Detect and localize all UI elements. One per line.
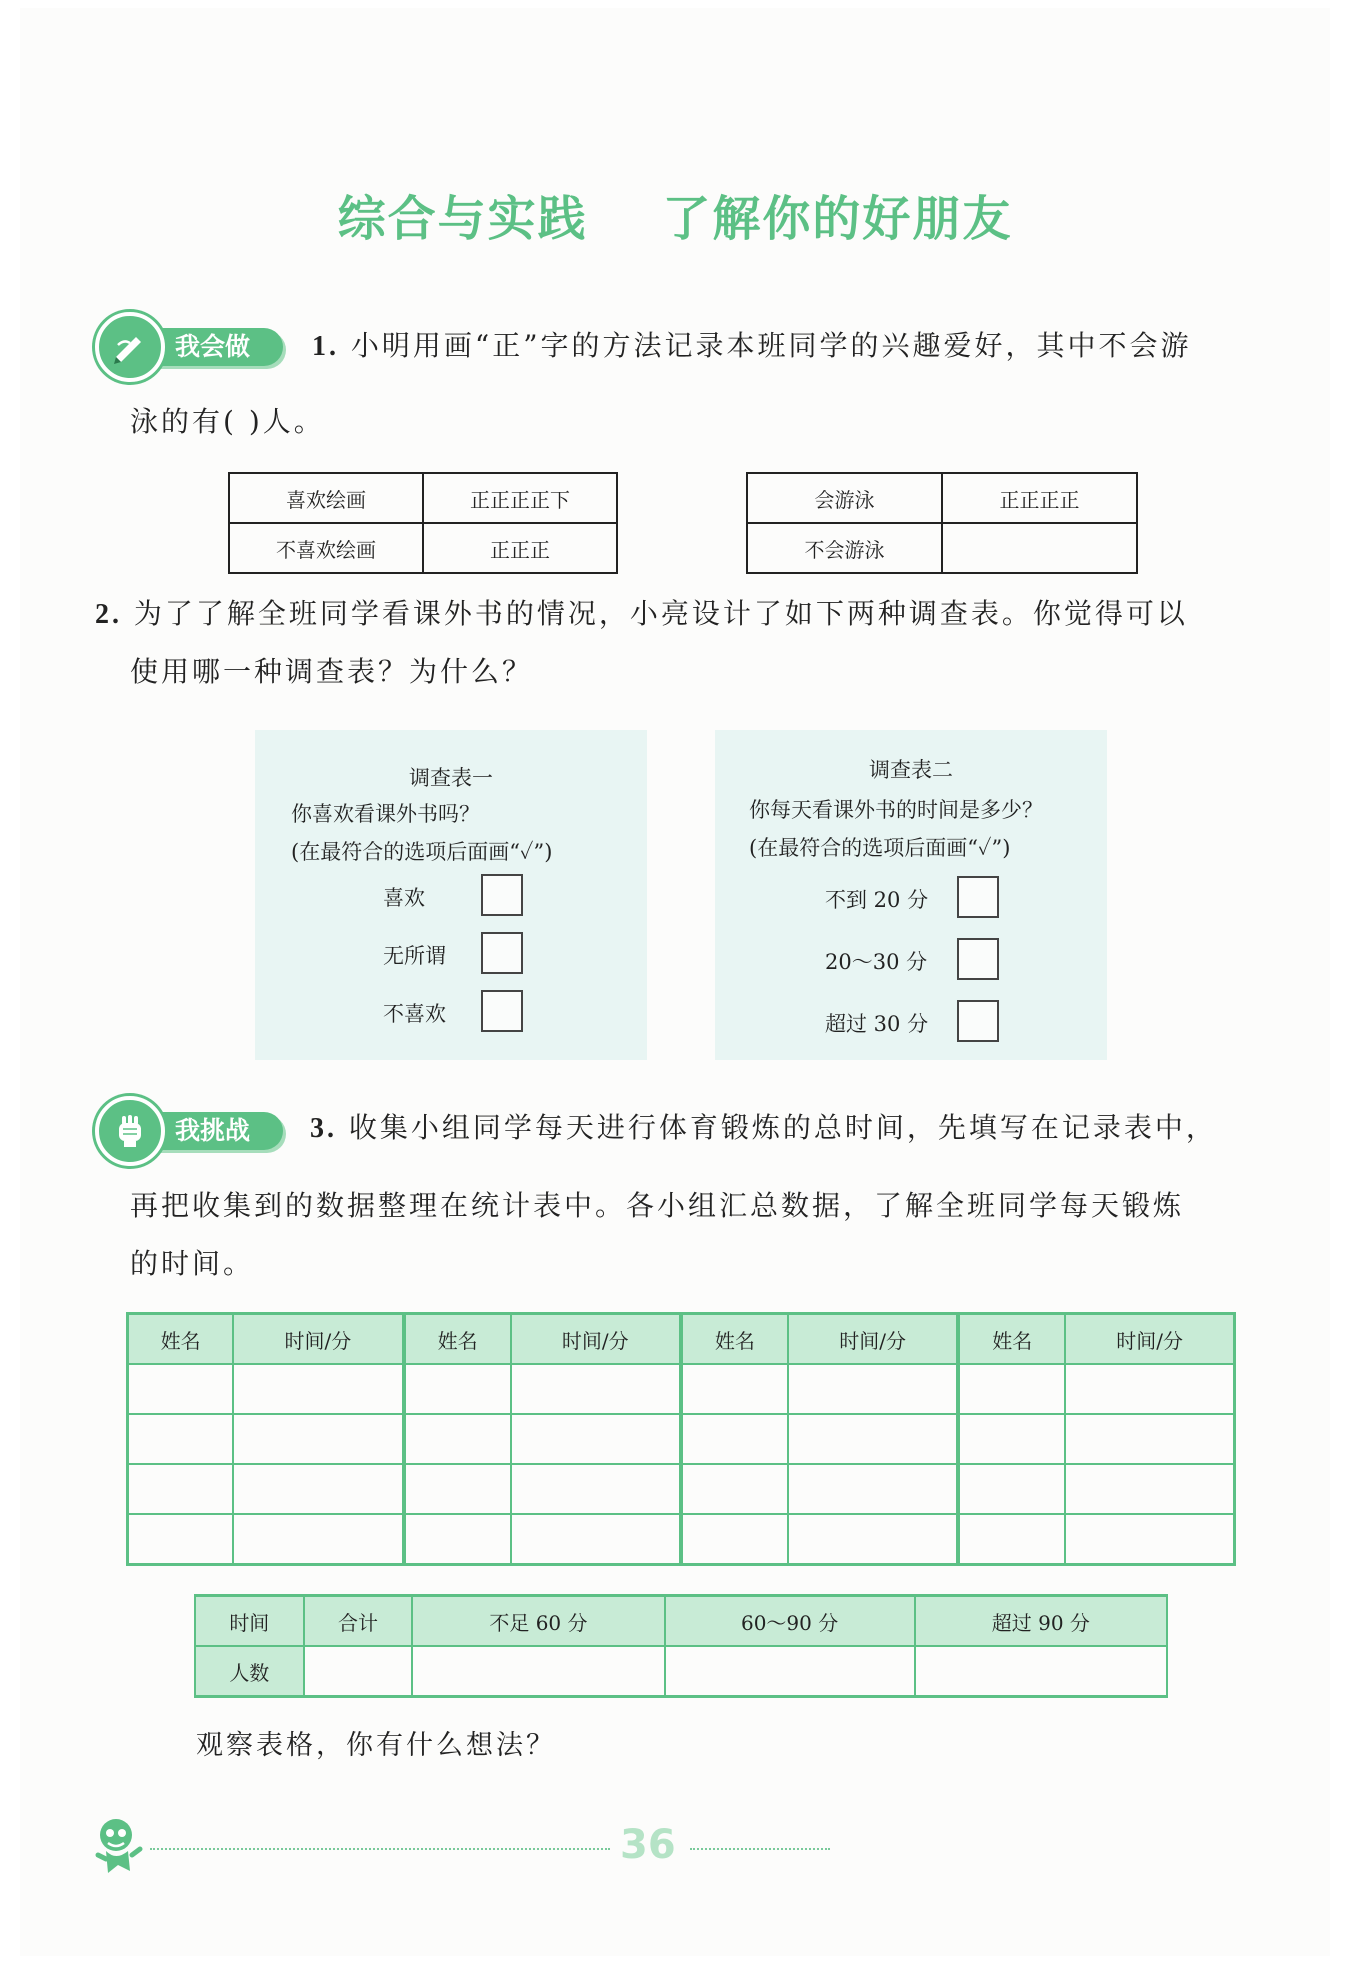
q3-followup: 观察表格，你有什么想法？ [196, 1730, 556, 1761]
q1-line1 [312, 329, 1192, 362]
fist-icon [95, 1096, 165, 1166]
answer-cell[interactable] [1065, 1364, 1234, 1414]
q1-line2: 泳的有( )人。 [130, 405, 325, 438]
q2-line1 [95, 597, 1188, 630]
mascot-icon [88, 1815, 148, 1889]
survey1-instruction: (在最符合的选项后面画“✓”) [291, 840, 553, 864]
answer-cell[interactable] [404, 1414, 511, 1464]
answer-cell[interactable] [958, 1464, 1065, 1514]
survey1-option: 无所谓 [383, 944, 446, 968]
answer-cell[interactable] [1065, 1514, 1234, 1565]
table-cell: 正正正正下 [423, 473, 617, 523]
table-cell: 正正正正 [942, 473, 1137, 523]
row-header: 人数 [195, 1646, 304, 1697]
answer-cell[interactable] [788, 1364, 958, 1414]
checkbox[interactable] [957, 1000, 999, 1042]
q2-text: 为了了解全班同学看课外书的情况，小亮设计了如下两种调查表。你觉得可以 [133, 597, 1188, 630]
column-header: 时间/分 [233, 1314, 403, 1365]
answer-cell[interactable] [304, 1646, 413, 1697]
column-header: 60～90 分 [665, 1596, 915, 1647]
column-header: 姓名 [128, 1314, 234, 1365]
summary-table [194, 1594, 1168, 1698]
survey2-instruction: (在最符合的选项后面画“✓”) [749, 836, 1011, 860]
survey-card-1 [255, 730, 647, 1060]
checkbox[interactable] [481, 874, 523, 916]
answer-cell[interactable] [788, 1414, 958, 1464]
q3-line1 [310, 1111, 1217, 1144]
answer-cell[interactable] [788, 1464, 958, 1514]
answer-cell[interactable] [128, 1514, 234, 1565]
table-header-row [128, 1314, 1235, 1365]
q1-table-drawing [228, 472, 618, 574]
table-row [195, 1646, 1167, 1697]
column-header: 超过 90 分 [915, 1596, 1167, 1647]
survey1-option: 喜欢 [383, 886, 425, 910]
column-header: 合计 [304, 1596, 413, 1647]
answer-cell[interactable] [681, 1364, 788, 1414]
answer-cell[interactable] [511, 1364, 681, 1414]
answer-cell[interactable] [788, 1514, 958, 1565]
survey2-option: 20～30 分 [825, 950, 928, 974]
answer-cell[interactable] [958, 1514, 1065, 1565]
footer-divider [150, 1848, 610, 1850]
q3-line2: 再把收集到的数据整理在统计表中。各小组汇总数据，了解全班同学每天锻炼 [130, 1189, 1185, 1222]
answer-cell[interactable] [128, 1364, 234, 1414]
survey-card-2 [715, 730, 1107, 1060]
column-header: 姓名 [681, 1314, 788, 1365]
can-do-badge [95, 318, 285, 370]
q3-text: 收集小组同学每天进行体育锻炼的总时间，先填写在记录表中， [348, 1111, 1217, 1144]
table-row [128, 1364, 1235, 1414]
footer-divider [690, 1848, 830, 1850]
column-header: 姓名 [404, 1314, 511, 1365]
column-header: 时间 [195, 1596, 304, 1647]
survey1-question: 你喜欢看课外书吗？ [291, 802, 480, 826]
table-cell: 正正正 [423, 523, 617, 573]
q2-line2: 使用哪一种调查表？为什么？ [130, 655, 534, 688]
answer-cell[interactable] [412, 1646, 664, 1697]
column-header: 时间/分 [1065, 1314, 1234, 1365]
q1-text: 小明用画“正”字的方法记录本班同学的兴趣爱好，其中不会游 [350, 329, 1192, 362]
survey1-option: 不喜欢 [383, 1002, 446, 1026]
q2-number: 2. [95, 599, 122, 630]
table-cell: 喜欢绘画 [229, 473, 423, 523]
pencil-icon [95, 312, 165, 382]
survey2-option: 超过 30 分 [825, 1012, 929, 1036]
column-header: 不足 60 分 [412, 1596, 664, 1647]
challenge-label: 我挑战 [175, 1116, 251, 1145]
answer-cell[interactable] [942, 523, 1137, 573]
checkbox[interactable] [481, 932, 523, 974]
column-header: 姓名 [958, 1314, 1065, 1365]
answer-cell[interactable] [404, 1514, 511, 1565]
column-header: 时间/分 [788, 1314, 958, 1365]
answer-cell[interactable] [1065, 1464, 1234, 1514]
answer-cell[interactable] [128, 1414, 234, 1464]
answer-cell[interactable] [233, 1364, 403, 1414]
answer-cell[interactable] [404, 1464, 511, 1514]
table-row [128, 1464, 1235, 1514]
answer-cell[interactable] [665, 1646, 915, 1697]
table-cell: 会游泳 [747, 473, 942, 523]
table-row [747, 473, 1137, 523]
answer-cell[interactable] [233, 1514, 403, 1565]
answer-cell[interactable] [915, 1646, 1167, 1697]
q1-table-swimming [746, 472, 1138, 574]
answer-cell[interactable] [958, 1414, 1065, 1464]
answer-cell[interactable] [681, 1414, 788, 1464]
survey1-title: 调查表一 [409, 766, 493, 790]
table-row [229, 523, 617, 573]
checkbox[interactable] [481, 990, 523, 1032]
challenge-badge [95, 1102, 285, 1154]
table-header-row [195, 1596, 1167, 1647]
answer-cell[interactable] [404, 1364, 511, 1414]
answer-cell[interactable] [1065, 1414, 1234, 1464]
survey2-option: 不到 20 分 [825, 888, 929, 912]
q1-number: 1. [312, 331, 339, 362]
answer-cell[interactable] [958, 1364, 1065, 1414]
page-title: 综合与实践 了解你的好朋友 [337, 191, 1013, 247]
answer-cell[interactable] [511, 1514, 681, 1565]
answer-cell[interactable] [233, 1414, 403, 1464]
answer-cell[interactable] [511, 1414, 681, 1464]
survey2-title: 调查表二 [869, 758, 953, 782]
answer-cell[interactable] [681, 1514, 788, 1565]
q3-number: 3. [310, 1113, 337, 1144]
checkbox[interactable] [957, 938, 999, 980]
survey2-question: 你每天看课外书的时间是多少？ [749, 798, 1043, 822]
table-row [128, 1514, 1235, 1565]
table-cell: 不喜欢绘画 [229, 523, 423, 573]
page-number: 36 [620, 1822, 676, 1868]
table-row [747, 523, 1137, 573]
can-do-label: 我会做 [175, 332, 251, 361]
column-header: 时间/分 [511, 1314, 681, 1365]
answer-cell[interactable] [681, 1464, 788, 1514]
answer-cell[interactable] [128, 1464, 234, 1514]
record-table [126, 1312, 1236, 1566]
table-row [229, 473, 617, 523]
table-row [128, 1414, 1235, 1464]
answer-cell[interactable] [511, 1464, 681, 1514]
q3-line3: 的时间。 [130, 1247, 255, 1280]
checkbox[interactable] [957, 876, 999, 918]
table-cell: 不会游泳 [747, 523, 942, 573]
answer-cell[interactable] [233, 1464, 403, 1514]
